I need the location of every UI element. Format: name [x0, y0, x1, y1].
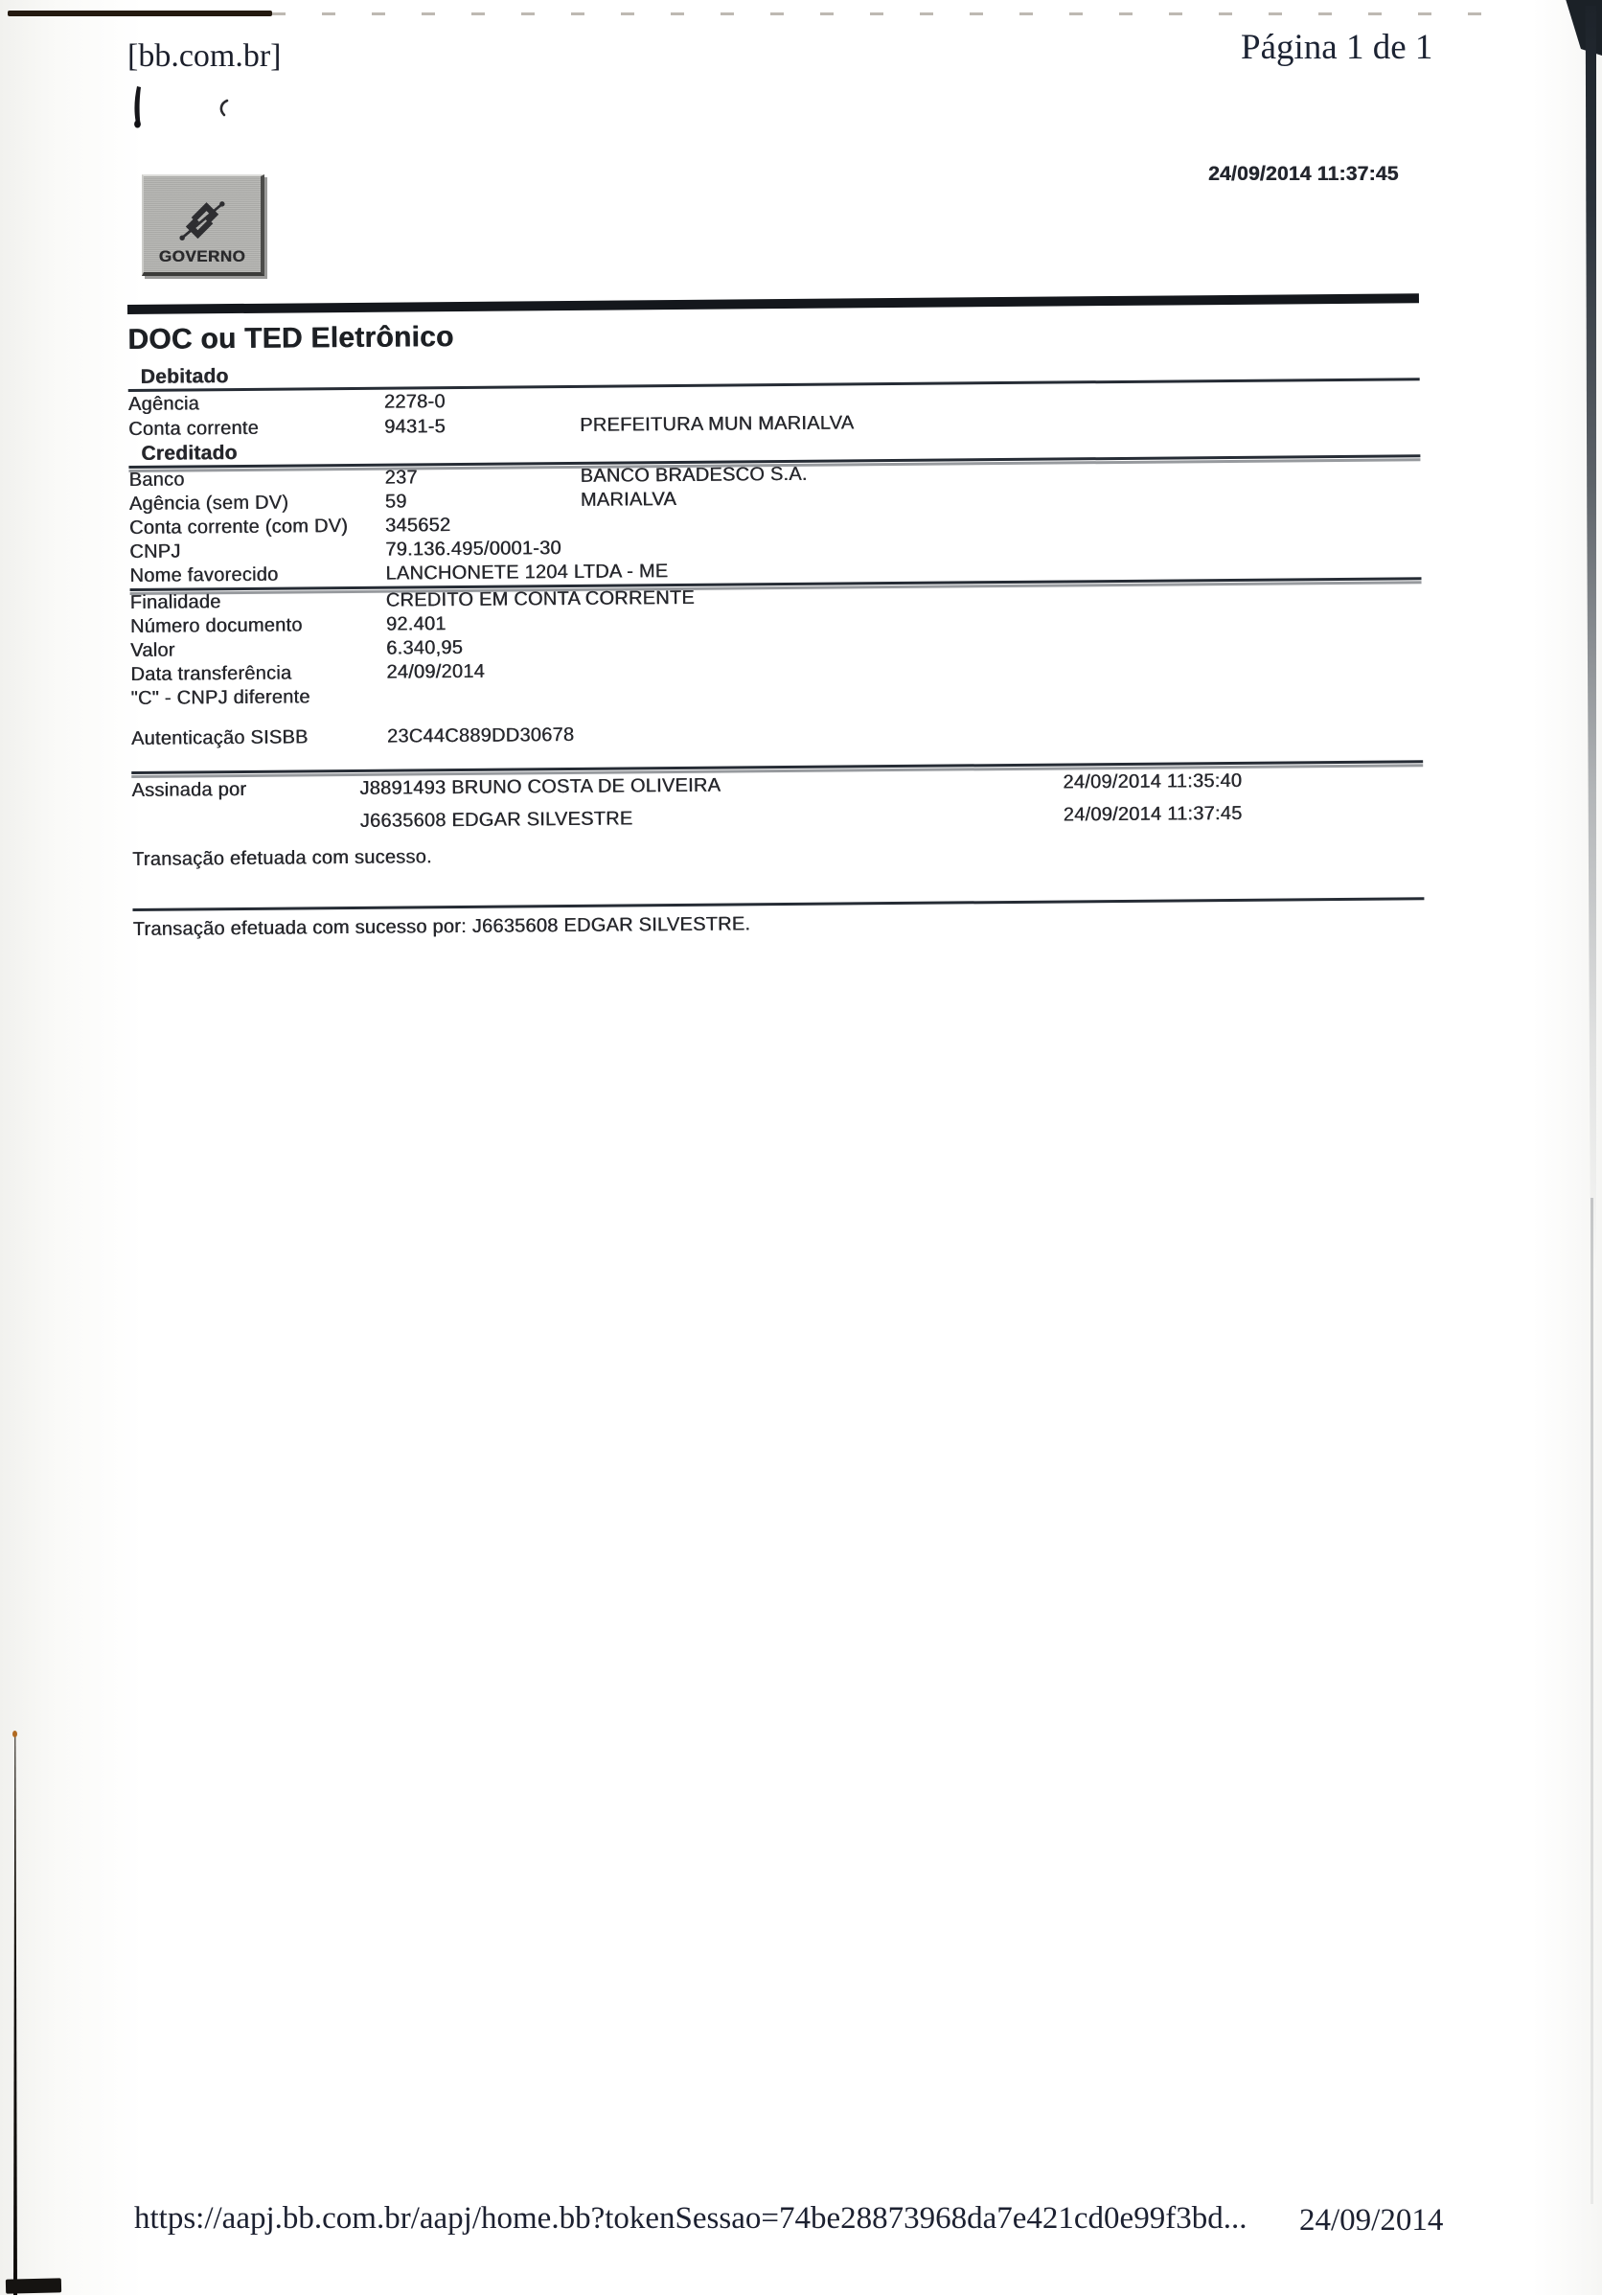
field-value: 24/09/2014	[386, 660, 486, 683]
field-value: 59	[384, 491, 407, 513]
field-value: 6.340,95	[386, 636, 464, 659]
field-value	[387, 695, 583, 697]
field-extra	[581, 565, 1421, 573]
field-extra	[581, 517, 1421, 525]
field-label: Conta corrente (com DV)	[128, 516, 349, 539]
field-label: Nome favorecido	[129, 563, 279, 586]
section-heading-creditado: Creditado	[141, 442, 238, 465]
field-extra: BANCO BRADESCO S.A.	[580, 463, 808, 487]
field-label: Valor	[130, 639, 175, 661]
field-value: 345652	[384, 515, 451, 537]
field-value: 92.401	[385, 613, 446, 635]
print-timestamp: 24/09/2014 11:37:45	[1208, 163, 1399, 185]
status-message: Transação efetuada com sucesso.	[131, 846, 432, 870]
field-value: LANCHONETE 1204 LTDA - ME	[385, 561, 669, 585]
field-extra	[580, 393, 1420, 401]
field-extra	[581, 541, 1421, 549]
field-value: 2278-0	[383, 390, 446, 413]
field-label: Agência	[127, 392, 199, 415]
field-value: 9431-5	[383, 415, 446, 438]
field-value: 237	[384, 467, 418, 489]
site-address-text: [bb.com.br]	[127, 38, 282, 74]
field-value: 79.136.495/0001-30	[385, 538, 561, 561]
assinada-por-label: Assinada por	[131, 778, 247, 801]
page-indicator: Página 1 de 1	[1241, 28, 1433, 67]
field-label: Conta corrente	[127, 417, 259, 440]
section-heading-debitado: Debitado	[140, 365, 229, 388]
signature-time: 24/09/2014 11:35:40	[1063, 769, 1243, 792]
field-label: Agência (sem DV)	[128, 492, 289, 515]
field-label: "C" - CNPJ diferente	[130, 686, 310, 709]
field-value: 23C44C889DD30678	[386, 723, 575, 747]
field-label: Número documento	[129, 614, 303, 637]
receipt-fields	[128, 354, 1425, 942]
field-label: Autenticação SISBB	[130, 726, 309, 749]
field-label: Finalidade	[129, 591, 221, 613]
field-label: Banco	[128, 469, 185, 491]
signature-time: 24/09/2014 11:37:45	[1063, 802, 1243, 825]
field-label: CNPJ	[129, 540, 181, 563]
footer-url: https://aapj.bb.com.br/aapj/home.bb?tokenSessao=74be28873968da7e421cd0e99f3bd...	[134, 2201, 1247, 2236]
status-message-by: Transação efetuada com sucesso por: J6635608 EDGAR SILVESTRE.	[132, 913, 751, 940]
field-extra: MARIALVA	[580, 489, 677, 511]
signer-name: J6635608 EDGAR SILVESTRE	[359, 807, 633, 832]
field-value: CREDITO EM CONTA CORRENTE	[385, 586, 695, 611]
document-title: DOC ou TED Eletrônico	[127, 321, 454, 356]
title-divider-bar	[127, 293, 1419, 314]
footer-date: 24/09/2014	[1299, 2203, 1444, 2238]
governo-badge-label: GOVERNO	[158, 247, 246, 265]
signer-name: J8891493 BRUNO COSTA DE OLIVEIRA	[359, 774, 721, 799]
field-label: Data transferência	[130, 662, 292, 685]
field-extra: PREFEITURA MUN MARIALVA	[579, 411, 855, 436]
